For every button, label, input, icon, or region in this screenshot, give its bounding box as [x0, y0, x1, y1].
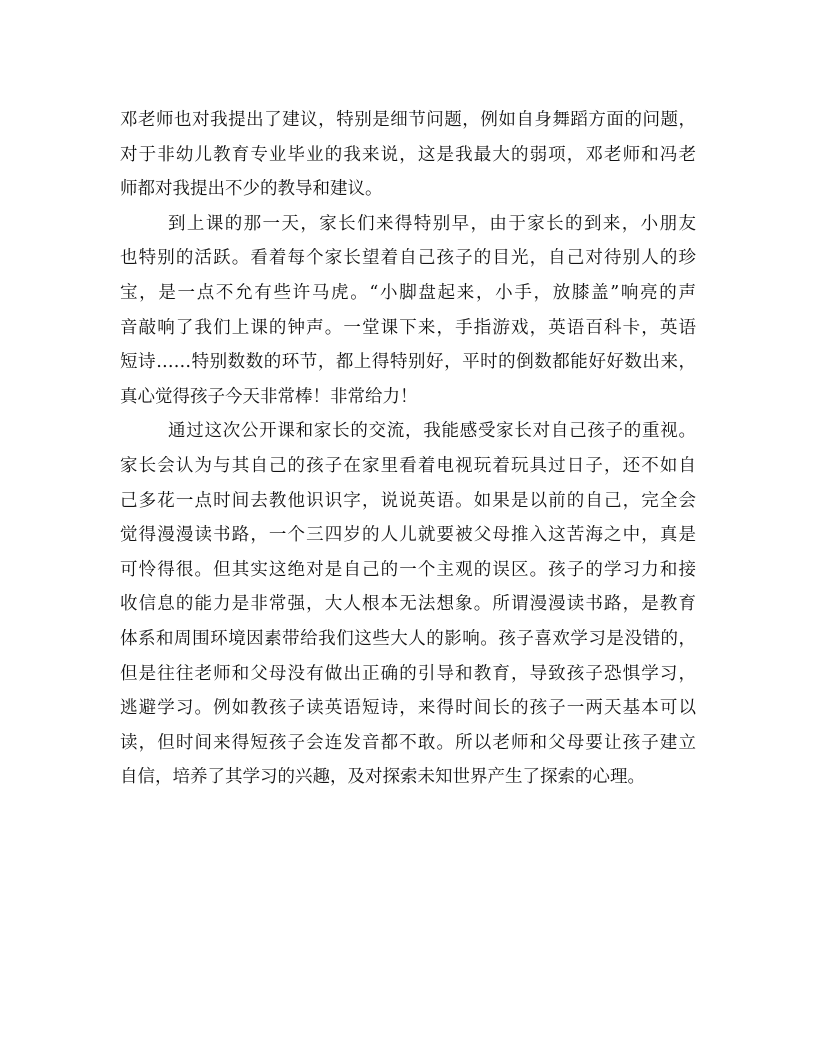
text-line: 到上课的那一天，家长们来得特别早，由于家长的到来，小朋友 [168, 213, 696, 234]
text-line: 但是往往老师和父母没有做出正确的引导和教育，导致孩子恐惧学习， [120, 663, 696, 684]
text-line: 读，但时间来得短孩子会连发音都不敢。所以老师和父母要让孩子建立 [120, 732, 696, 753]
text-line: 也特别的活跃。看着每个家长望着自己孩子的目光，自己对待别人的珍 [120, 248, 696, 269]
text-line: 短诗……特别数数的环节，都上得特别好，平时的倒数都能好好数出来， [120, 352, 696, 373]
text-line: 通过这次公开课和家长的交流，我能感受家长对自己孩子的重视。 [168, 421, 696, 442]
text-line: 可怜得很。但其实这绝对是自己的一个主观的误区。孩子的学习力和接 [120, 559, 696, 580]
text-line: 真心觉得孩子今天非常棒！非常给力！ [120, 386, 418, 407]
text-line: 体系和周围环境因素带给我们这些大人的影响。孩子喜欢学习是没错的， [120, 628, 696, 649]
text-line: 家长会认为与其自己的孩子在家里看着电视玩着玩具过日子，还不如自 [120, 455, 696, 476]
text-line: 宝，是一点不允有些许马虎。“小脚盘起来，小手，放膝盖”响亮的声 [120, 282, 696, 303]
text-line: 觉得漫漫读书路，一个三四岁的人儿就要被父母推入这苦海之中，真是 [120, 525, 696, 546]
text-line: 己多花一点时间去教他识识字，说说英语。如果是以前的自己，完全会 [120, 490, 696, 511]
text-line: 邓老师也对我提出了建议，特别是细节问题，例如自身舞蹈方面的问题， [120, 110, 696, 130]
text-line: 自信，培养了其学习的兴趣，及对探索未知世界产生了探索的心理。 [120, 767, 645, 788]
text-line: 收信息的能力是非常强，大人根本无法想象。所谓漫漫读书路，是教育 [120, 594, 696, 615]
text-line: 音敲响了我们上课的钟声。一堂课下来，手指游戏，英语百科卡，英语 [120, 317, 696, 338]
document-body [120, 103, 696, 795]
text-line: 逃避学习。例如教孩子读英语短诗，来得时间长的孩子一两天基本可以 [120, 698, 696, 719]
text-line: 师都对我提出不少的教导和建议。 [120, 179, 383, 200]
text-line: 对于非幼儿教育专业毕业的我来说，这是我最大的弱项，邓老师和冯老 [120, 144, 696, 165]
